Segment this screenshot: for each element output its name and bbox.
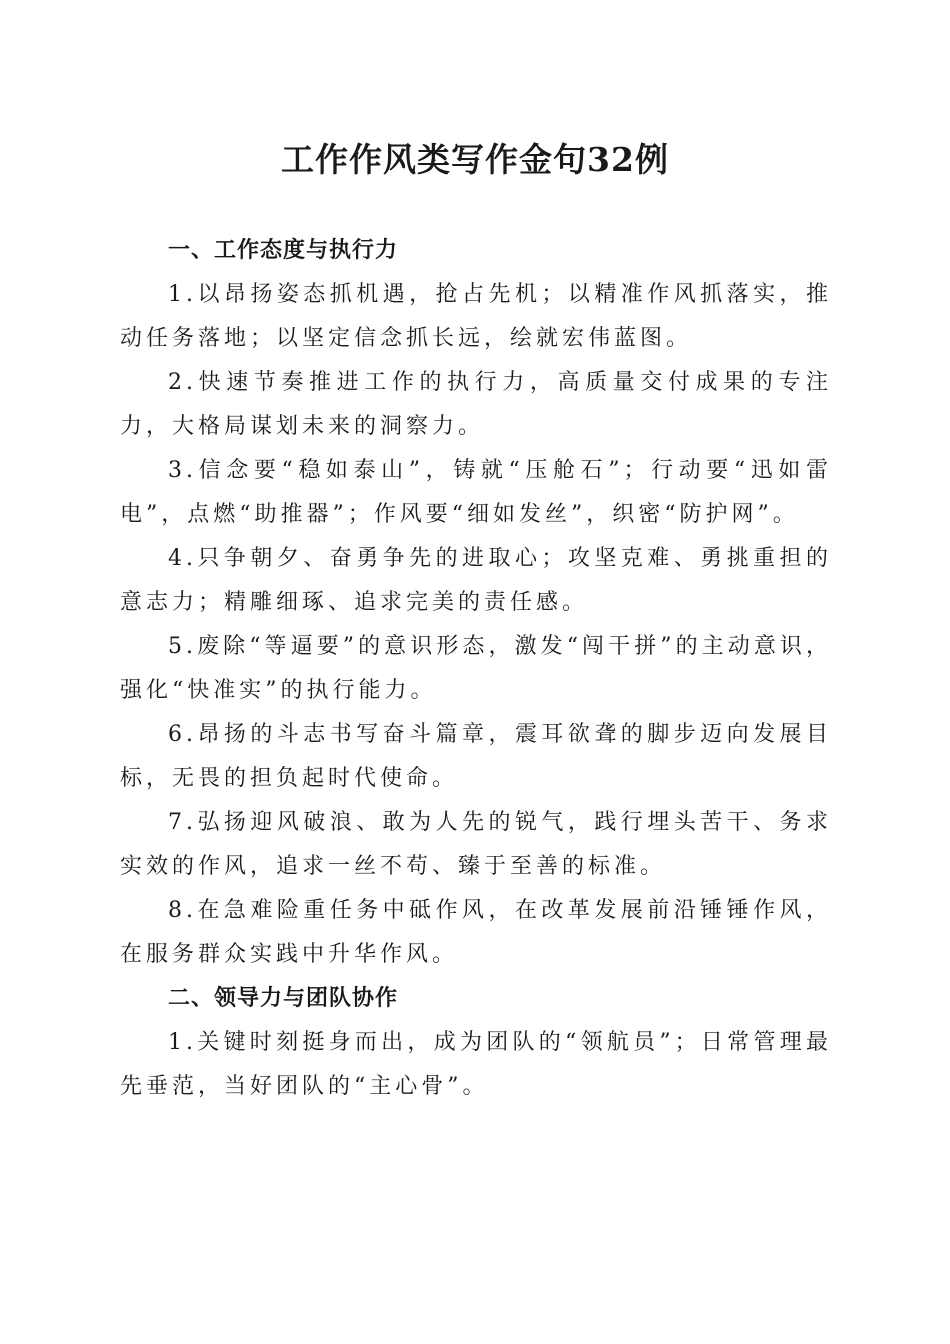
list-item: 4.只争朝夕、奋勇争先的进取心；攻坚克难、勇挑重担的意志力；精雕细琢、追求完美的责任感。 <box>120 546 832 615</box>
list-item: 7.弘扬迎风破浪、敢为人先的锐气，践行埋头苦干、务求实效的作风，追求一丝不苟、臻于至善的标准。 <box>120 810 832 879</box>
section-work-attitude <box>120 229 832 977</box>
list-item: 3.信念要“稳如泰山”，铸就“压舱石”；行动要“迅如雷电”，点燃“助推器”；作风要“细如发丝”，织密“防护网”。 <box>120 458 832 527</box>
section-heading: 一、工作态度与执行力 <box>168 238 399 263</box>
section-leadership <box>120 977 832 1109</box>
document-body <box>120 229 832 1109</box>
list-item: 5.废除“等逼要”的意识形态，激发“闯干拼”的主动意识，强化“快准实”的执行能力。 <box>120 634 832 703</box>
list-item: 6.昂扬的斗志书写奋斗篇章，震耳欲聋的脚步迈向发展目标，无畏的担负起时代使命。 <box>120 722 832 791</box>
list-item: 1.以昂扬姿态抓机遇，抢占先机；以精准作风抓落实，推动任务落地；以坚定信念抓长远，绘就宏伟蓝图。 <box>120 282 832 351</box>
list-item: 1.关键时刻挺身而出，成为团队的“领航员”；日常管理最先垂范，当好团队的“主心骨”。 <box>120 1030 832 1099</box>
list-item: 8.在急难险重任务中砥作风，在改革发展前沿锤锤作风，在服务群众实践中升华作风。 <box>120 898 832 967</box>
document-title: 工作作风类写作金句32例 <box>281 140 669 179</box>
section-heading: 二、领导力与团队协作 <box>168 986 399 1011</box>
list-item: 2.快速节奏推进工作的执行力，高质量交付成果的专注力，大格局谋划未来的洞察力。 <box>120 370 832 439</box>
